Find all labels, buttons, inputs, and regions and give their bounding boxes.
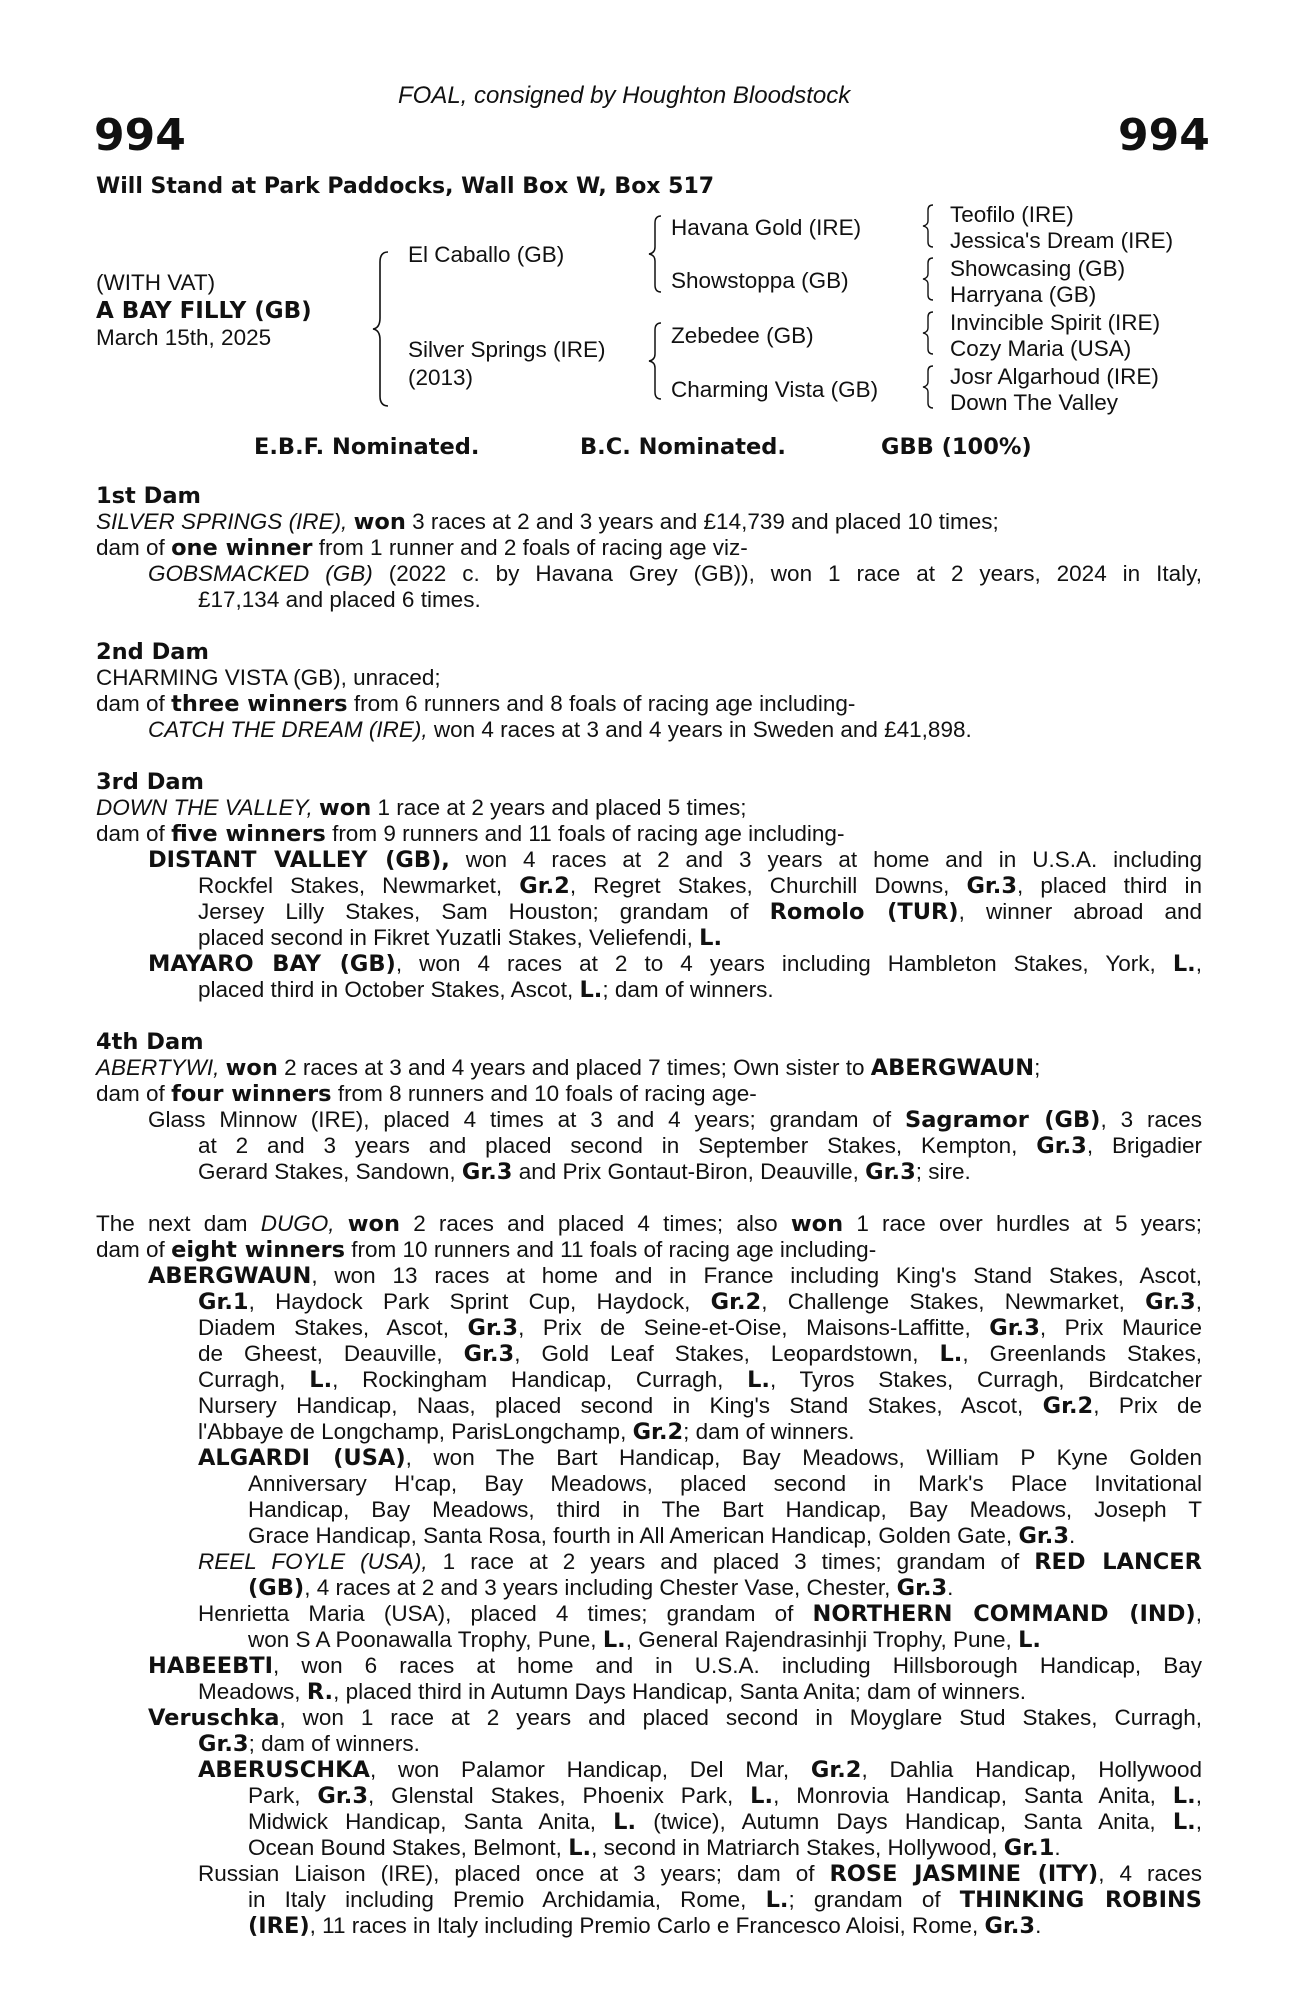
second-dam-heading: 2nd Dam [96,639,209,665]
pedigree-dam: Silver Springs (IRE) [408,337,606,362]
pedigree-dam-sire: Zebedee (GB) [671,323,814,348]
aberuschka-line-2: Park, Gr.3, Glenstal Stakes, Phoenix Park, L., Monrovia Handicap, Santa Anita, L., [248,1783,1202,1809]
fourth-dam-produce-line: dam of four winners from 8 runners and 10 foals of racing age- [96,1081,757,1107]
next-dam-line: The next dam DUGO, won 2 races and placed 4 times; also won 1 race over hurdles at 5 years; [96,1211,1202,1237]
aberuschka-line-1: ABERUSCHKA, won Palamor Handicap, Del Mar, Gr.2, Dahlia Handicap, Hollywood [198,1757,1202,1783]
first-dam-heading: 1st Dam [96,483,201,509]
veruschka-line-2: Gr.3; dam of winners. [198,1731,420,1757]
third-dam-foal-1-line-3: Jersey Lilly Stakes, Sam Houston; grandam of Romolo (TUR), winner abroad and [198,899,1202,925]
first-dam-foal-line-2: £17,134 and placed 6 times. [198,587,481,612]
habeebti-line-2: Meadows, R., placed third in Autumn Days Handicap, Santa Anita; dam of winners. [198,1679,1026,1705]
third-dam-produce-line: dam of five winners from 9 runners and 11 foals of racing age including- [96,821,845,847]
pedigree-dam-dam: Charming Vista (GB) [671,377,879,402]
gbb-rating: GBB (100%) [881,434,1032,460]
fourth-dam-heading: 4th Dam [96,1029,204,1055]
first-dam-line: SILVER SPRINGS (IRE), won 3 races at 2 and 3 years and £14,739 and placed 10 times; [96,509,999,535]
bc-nomination: B.C. Nominated. [580,434,786,460]
reel-foyle-line-1: REEL FOYLE (USA), 1 race at 2 years and placed 3 times; grandam of RED LANCER [198,1549,1202,1575]
abergwaun-line-7: l'Abbaye de Longchamp, ParisLongchamp, Gr.2; dam of winners. [198,1419,855,1445]
habeebti-line-1: HABEEBTI, won 6 races at home and in U.S.A. including Hillsborough Handicap, Bay [148,1653,1202,1679]
henrietta-line-2: won S A Poonawalla Trophy, Pune, L., General Rajendrasinhji Trophy, Pune, L. [248,1627,1041,1653]
third-dam-foal-1-line-4: placed second in Fikret Yuzatli Stakes, Veliefendi, L. [198,925,723,951]
abergwaun-line-5: Curragh, L., Rockingham Handicap, Curragh, L., Tyros Stakes, Curragh, Birdcatcher [198,1367,1202,1393]
abergwaun-line-4: de Gheest, Deauville, Gr.3, Gold Leaf Stakes, Leopardstown, L., Greenlands Stakes, [198,1341,1202,1367]
pedigree-dds: Josr Algarhoud (IRE) [950,364,1159,389]
third-dam-foal-2-line-2: placed third in October Stakes, Ascot, L.; dam of winners. [198,977,774,1003]
catalogue-body [96,0,1202,2000]
third-dam-heading: 3rd Dam [96,769,204,795]
russian-liaison-line-2: in Italy including Premio Archidamia, Rome, L.; grandam of THINKING ROBINS [248,1887,1202,1913]
pedigree-ddd: Down The Valley [950,390,1119,415]
pedigree-sire-dam: Showstoppa (GB) [671,268,849,293]
aberuschka-line-3: Midwick Handicap, Santa Anita, L. (twice), Autumn Days Handicap, Santa Anita, L., [248,1809,1202,1835]
third-dam-foal-2: MAYARO BAY (GB), won 4 races at 2 to 4 years including Hambleton Stakes, York, L., [148,951,1202,977]
algardi-line-3: Handicap, Bay Meadows, third in The Bart Handicap, Bay Meadows, Joseph T [248,1497,1202,1522]
abergwaun-line-3: Diadem Stakes, Ascot, Gr.3, Prix de Seine-et-Oise, Maisons-Laffitte, Gr.3, Prix Maurice [198,1315,1202,1341]
pedigree-sire-sire: Havana Gold (IRE) [671,215,862,240]
fourth-dam-foal-1: Glass Minnow (IRE), placed 4 times at 3 and 4 years; grandam of Sagramor (GB), 3 races [148,1107,1202,1133]
location-line: Will Stand at Park Paddocks, Wall Box W, Box 517 [96,174,715,199]
fourth-dam-line: ABERTYWI, won 2 races at 3 and 4 years and placed 7 times; Own sister to ABERGWAUN; [96,1055,1041,1081]
first-dam-produce-line: dam of one winner from 1 runner and 2 foals of racing age viz- [96,535,748,561]
pedigree-dss: Invincible Spirit (IRE) [950,310,1161,335]
third-dam-line: DOWN THE VALLEY, won 1 race at 2 years and placed 5 times; [96,795,747,821]
pedigree-sds: Showcasing (GB) [950,256,1126,281]
algardi-line-4: Grace Handicap, Santa Rosa, fourth in All American Handicap, Golden Gate, Gr.3. [248,1523,1076,1549]
pedigree-sdd: Harryana (GB) [950,282,1097,307]
second-dam-foal-line: CATCH THE DREAM (IRE), won 4 races at 3 and 4 years in Sweden and £41,898. [148,717,972,742]
consignor-line: FOAL, consigned by Houghton Bloodstock [398,82,851,109]
veruschka-line-1: Veruschka, won 1 race at 2 years and placed second in Moyglare Stud Stakes, Curragh, [148,1705,1202,1731]
pedigree-ssd: Jessica's Dream (IRE) [950,228,1174,253]
russian-liaison-line-1: Russian Liaison (IRE), placed once at 3 years; dam of ROSE JASMINE (ITY), 4 races [198,1861,1202,1887]
next-dam-produce-line: dam of eight winners from 10 runners and 11 foals of racing age including- [96,1237,877,1263]
pedigree-sss: Teofilo (IRE) [950,202,1074,227]
reel-foyle-line-2: (GB), 4 races at 2 and 3 years including Chester Vase, Chester, Gr.3. [248,1575,954,1601]
lot-number-left: 994 [94,110,186,161]
algardi-line-1: ALGARDI (USA), won The Bart Handicap, Bay Meadows, William P Kyne Golden [198,1445,1202,1471]
lot-number-right: 994 [1118,110,1210,161]
algardi-line-2: Anniversary H'cap, Bay Meadows, placed second in Mark's Place Invitational [248,1471,1202,1496]
abergwaun-line-1: ABERGWAUN, won 13 races at home and in France including King's Stand Stakes, Ascot, [148,1263,1202,1289]
fourth-dam-foal-1-line-2: at 2 and 3 years and placed second in September Stakes, Kempton, Gr.3, Brigadier [198,1133,1202,1159]
aberuschka-line-4: Ocean Bound Stakes, Belmont, L., second in Matriarch Stakes, Hollywood, Gr.1. [248,1835,1061,1861]
third-dam-foal-1-line-2: Rockfel Stakes, Newmarket, Gr.2, Regret Stakes, Churchill Downs, Gr.3, placed third in [198,873,1202,899]
pedigree-dsd: Cozy Maria (USA) [950,336,1132,361]
ebf-nomination: E.B.F. Nominated. [254,434,480,460]
second-dam-produce-line: dam of three winners from 6 runners and 8 foals of racing age including- [96,691,856,717]
russian-liaison-line-3: (IRE), 11 races in Italy including Premio Carlo e Francesco Aloisi, Rome, Gr.3. [248,1913,1042,1939]
third-dam-foal-1: DISTANT VALLEY (GB), won 4 races at 2 and 3 years at home and in U.S.A. including [148,847,1202,873]
horse-name: A BAY FILLY (GB) [96,298,312,324]
pedigree-dam-year: (2013) [408,365,474,390]
abergwaun-line-2: Gr.1, Haydock Park Sprint Cup, Haydock, Gr.2, Challenge Stakes, Newmarket, Gr.3, [198,1289,1202,1315]
henrietta-line-1: Henrietta Maria (USA), placed 4 times; grandam of NORTHERN COMMAND (IND), [198,1601,1202,1627]
foaling-date: March 15th, 2025 [96,325,272,350]
abergwaun-line-6: Nursery Handicap, Naas, placed second in King's Stand Stakes, Ascot, Gr.2, Prix de [198,1393,1202,1419]
vat-label: (WITH VAT) [96,270,216,295]
second-dam-line: CHARMING VISTA (GB), unraced; [96,665,441,690]
pedigree-sire: El Caballo (GB) [408,242,565,267]
fourth-dam-foal-1-line-3: Gerard Stakes, Sandown, Gr.3 and Prix Gontaut-Biron, Deauville, Gr.3; sire. [198,1159,971,1185]
first-dam-foal-line: GOBSMACKED (GB) (2022 c. by Havana Grey (GB)), won 1 race at 2 years, 2024 in Italy, [148,561,1202,586]
